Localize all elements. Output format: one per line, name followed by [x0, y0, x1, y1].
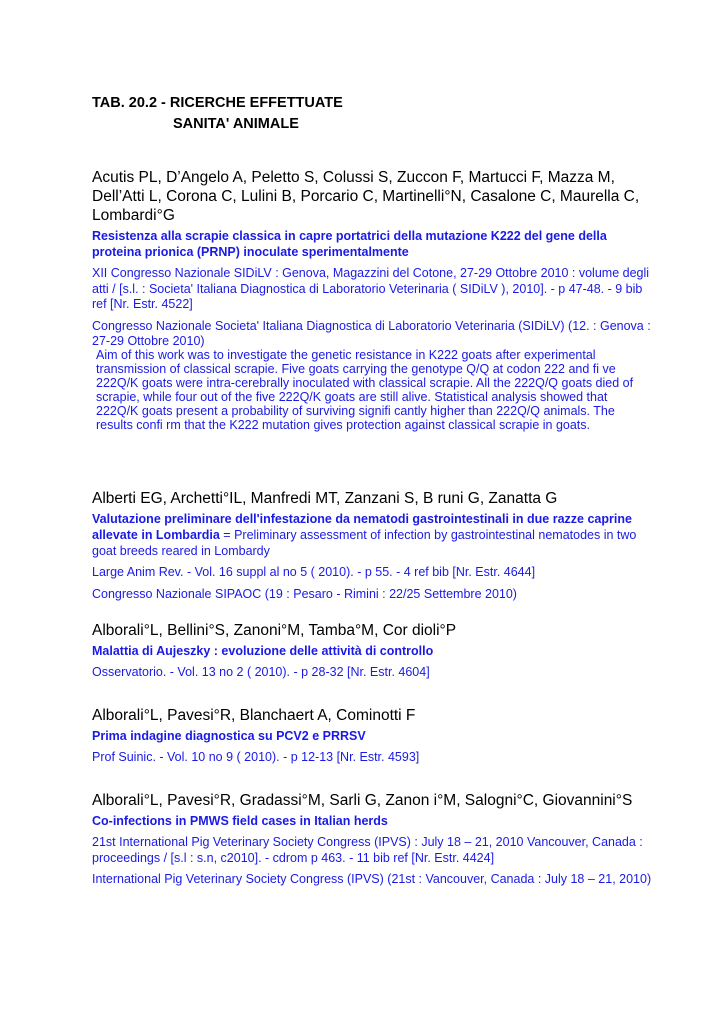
bibliography-entry — [92, 489, 652, 602]
entry-citation: Large Anim Rev. - Vol. 16 suppl al no 5 ( 2010). - p 55. - 4 ref bib [Nr. Estr. 4644] — [92, 565, 536, 579]
entry-citation: XII Congresso Nazionale SIDiLV : Genova, Magazzini del Cotone, 27-29 Ottobre 2010 : volume degli atti / [s.l. : Societa' Italiana Diagnostica di Laboratorio Veterinaria ( SIDiLV ), 2010]. - p 47-48. - 9 bib ref [Nr. Estr. 4522] — [92, 266, 650, 311]
entry-title — [92, 511, 652, 559]
entry-congress: Congresso Nazionale SIPAOC (19 : Pesaro - Rimini : 22/25 Settembre 2010) — [92, 586, 517, 601]
entry-title: Prima indagine diagnostica su PCV2 e PRRSV — [92, 729, 366, 743]
entry-authors: Acutis PL, D’Angelo A, Peletto S, Colussi S, Zuccon F, Martucci F, Mazza M, Dell’Atti L, Corona C, Lulini B, Porcario C, Martinelli°N, Casalone C, Maurella C, Lombardi°G — [92, 169, 640, 224]
entry-congress: Congresso Nazionale Societa' Italiana Diagnostica di Laboratorio Veterinaria (SIDiLV) (12. : Genova : 27-29 Ottobre 2010) — [92, 318, 651, 348]
bibliography-entry — [92, 706, 652, 766]
entry-authors: Alborali°L, Pavesi°R, Blanchaert A, Cominotti F — [92, 707, 416, 724]
entry-citation: Osservatorio. - Vol. 13 no 2 ( 2010). - p 28-32 [Nr. Estr. 4604] — [92, 665, 430, 679]
entry-title: Resistenza alla scrapie classica in capre portatrici della mutazione K222 del gene della proteina prionica (PRNP) inoculate sperimentalmente — [92, 229, 607, 259]
bibliography-entry — [92, 168, 652, 350]
bibliography-entry — [92, 621, 652, 681]
entry-title-text: Valutazione preliminare dell'infestazione da nematodi gastrointestinali in due razze caprine allevate in Lombardia — [92, 512, 632, 542]
entry-congress: International Pig Veterinary Society Congress (IPVS) (21st : Vancouver, Canada : July 18 – 21, 2010) — [92, 872, 652, 886]
entry-title: Co-infections in PMWS field cases in Italian herds — [92, 814, 388, 828]
entry-authors: Alborali°L, Pavesi°R, Gradassi°M, Sarli G, Zanon i°M, Salogni°C, Giovannini°S — [92, 792, 633, 809]
header-line-1: TAB. 20.2 - RICERCHE EFFETTUATE — [92, 95, 343, 111]
entry-citation: Prof Suinic. - Vol. 10 no 9 ( 2010). - p 12-13 [Nr. Estr. 4593] — [92, 750, 420, 764]
entry-abstract: Aim of this work was to investigate the genetic resistance in K222 goats after experimental transmission of classical scrapie. Five goats carrying the genotype Q/Q at codon 222 and fi ve 222Q/K goats were intra-cerebrally inoculated with classical scrapie. All the 222Q/Q goats died of scrapie, while four out of the five 222Q/K goats are still alive. Statistical analysis showed that 222Q/K goats present a probability of surviving signifi cantly higher than 222Q/Q animals. The results confi rm that the K222 mutation gives protection against classical scrapie in goats. — [96, 348, 634, 432]
entry-authors: Alborali°L, Bellini°S, Zanoni°M, Tamba°M, Cor dioli°P — [92, 622, 457, 639]
bibliography-entry — [92, 791, 652, 888]
entry-citation: 21st International Pig Veterinary Society Congress (IPVS) : July 18 – 21, 2010 Vancouver, Canada : proceedings / [s.l : s.n, c2010]. - cdrom p 463. - 11 bib ref [Nr. Estr. 4424] — [92, 835, 643, 865]
entry-authors: Alberti EG, Archetti°IL, Manfredi MT, Zanzani S, B runi G, Zanatta G — [92, 490, 558, 507]
header-line-2: SANITA' ANIMALE — [173, 116, 299, 132]
entry-translation: = Preliminary assessment of infection by gastrointestinal nematodes in two goat breeds reared in Lombardy — [92, 528, 637, 558]
table-header — [92, 93, 343, 135]
entry-title: Malattia di Aujeszky : evoluzione delle attività di controllo — [92, 644, 434, 658]
